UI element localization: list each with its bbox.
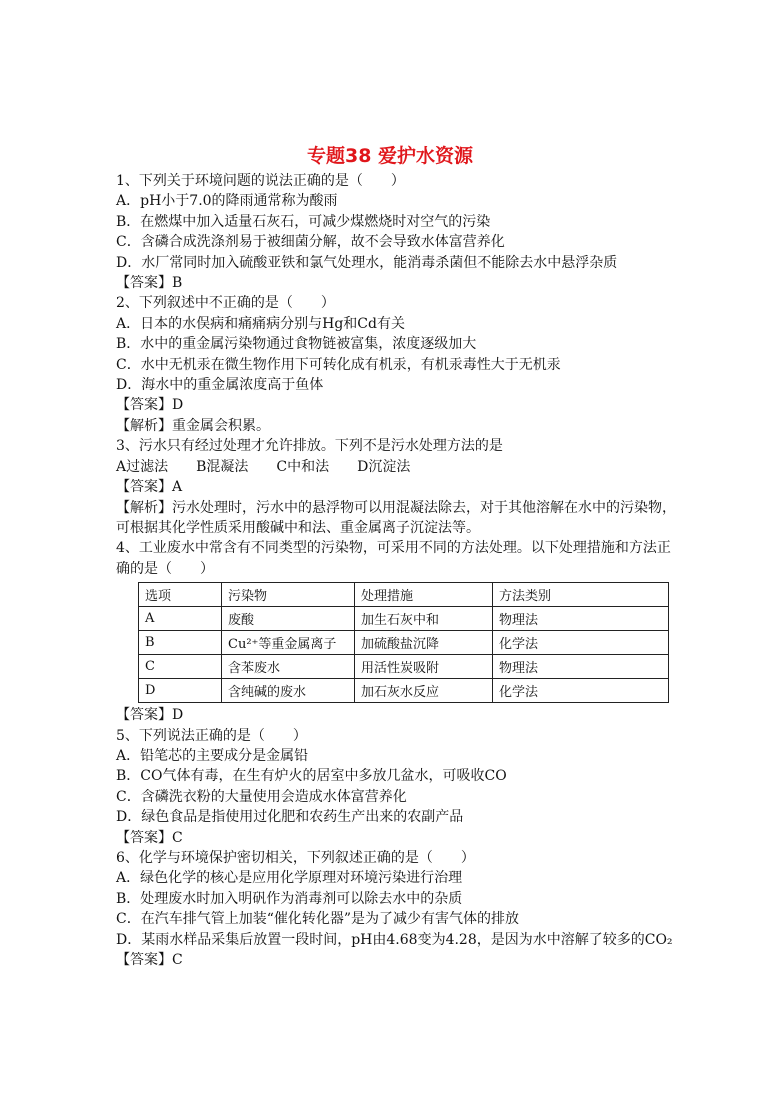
table-cell: 加硫酸盐沉降 <box>355 631 493 655</box>
question-3-options: A过滤法 B混凝法 C中和法 D沉淀法 <box>116 458 411 475</box>
question-4-table <box>138 582 669 703</box>
question-1-stem: 1、下列关于环境问题的说法正确的是（ ） <box>116 173 405 189</box>
question-1-option-a: A．pH小于7.0的降雨通常称为酸雨 <box>116 193 338 210</box>
table-header-cell: 污染物 <box>222 583 355 607</box>
question-2-option-d: D．海水中的重金属浓度高于鱼体 <box>116 377 324 394</box>
table-row <box>139 607 669 631</box>
table-cell: C <box>139 655 222 679</box>
question-6-answer: 【答案】C <box>116 952 183 968</box>
table-cell: 化学法 <box>493 631 669 655</box>
question-6-option-d: D．某雨水样品采集后放置一段时间，pH由4.68变为4.28，是因为水中溶解了较多的CO₂ <box>116 931 673 948</box>
question-5-option-b: B．CO气体有毒，在生有炉火的居室中多放几盆水，可吸收CO <box>116 768 507 785</box>
table-cell: 物理法 <box>493 655 669 679</box>
table-cell: D <box>139 679 222 703</box>
table-cell: 加石灰水反应 <box>355 679 493 703</box>
question-3-analysis: 【解析】污水处理时，污水中的悬浮物可以用混凝法除去，对于其他溶解在水中的污染物，可根据其化学性质采用酸碱中和法、重金属离子沉淀法等。 <box>116 499 676 536</box>
question-1-answer: 【答案】B <box>116 275 183 292</box>
question-5-option-c: C．含磷洗衣粉的大量使用会造成水体富营养化 <box>116 788 407 805</box>
question-4-stem: 4、工业废水中常含有不同类型的污染物，可采用不同的方法处理。以下处理措施和方法正确的是（ ） <box>116 540 671 577</box>
table-cell: 含纯碱的废水 <box>222 679 355 703</box>
table-cell: 物理法 <box>493 607 669 631</box>
question-4-answer: 【答案】D <box>116 707 184 724</box>
table-cell: 用活性炭吸附 <box>355 655 493 679</box>
table-row <box>139 679 669 703</box>
table-header-cell: 方法类别 <box>493 583 669 607</box>
question-6-option-b: B．处理废水时加入明矾作为消毒剂可以除去水中的杂质 <box>116 890 463 907</box>
page-title: 专题38 爱护水资源 <box>306 145 474 167</box>
question-2-option-a: A．日本的水俣病和痛痛病分别与Hg和Cd有关 <box>116 315 405 332</box>
question-3-stem: 3、污水只有经过处理才允许排放。下列不是污水处理方法的是 <box>116 438 503 455</box>
question-2-option-b: B．水中的重金属污染物通过食物链被富集，浓度逐级加大 <box>116 336 477 353</box>
table-cell: A <box>139 607 222 631</box>
question-2-analysis: 【解析】重金属会积累。 <box>116 417 270 434</box>
question-5-answer: 【答案】C <box>116 829 183 846</box>
table-row <box>139 655 669 679</box>
question-6 <box>116 848 676 970</box>
question-5 <box>116 726 676 848</box>
table-cell: 含苯废水 <box>222 655 355 679</box>
table-cell: Cu²⁺等重金属离子 <box>222 631 355 655</box>
question-2-option-c: C．水中无机汞在微生物作用下可转化成有机汞，有机汞毒性大于无机汞 <box>116 356 561 373</box>
question-5-option-d: D．绿色食品是指使用过化肥和农药生产出来的农副产品 <box>116 809 464 826</box>
question-1-option-c: C．含磷合成洗涤剂易于被细菌分解，故不会导致水体富营养化 <box>116 234 505 251</box>
question-6-option-c: C．在汽车排气管上加装“催化转化器”是为了减少有害气体的排放 <box>116 911 520 928</box>
question-1-option-d: D．水厂常同时加入硫酸亚铁和氯气处理水，能消毒杀菌但不能除去水中悬浮杂质 <box>116 254 618 271</box>
table-header-cell: 选项 <box>139 583 222 607</box>
question-5-option-a: A．铅笔芯的主要成分是金属铅 <box>116 747 309 764</box>
table-cell: 加生石灰中和 <box>355 607 493 631</box>
question-5-stem: 5、下列说法正确的是（ ） <box>116 727 307 744</box>
question-2-stem: 2、下列叙述中不正确的是（ ） <box>116 295 335 312</box>
table-row <box>139 631 669 655</box>
question-4 <box>116 538 676 725</box>
question-6-stem: 6、化学与环境保护密切相关，下列叙述正确的是（ ） <box>116 849 475 866</box>
table-header-row <box>139 583 669 607</box>
document-body <box>116 171 676 970</box>
table-cell: B <box>139 631 222 655</box>
question-3 <box>116 436 676 538</box>
question-1 <box>116 171 676 293</box>
question-2 <box>116 293 676 436</box>
table-cell: 废酸 <box>222 607 355 631</box>
question-1-option-b: B．在燃煤中加入适量石灰石，可减少煤燃烧时对空气的污染 <box>116 213 491 230</box>
question-6-option-a: A．绿色化学的核心是应用化学原理对环境污染进行治理 <box>116 870 463 887</box>
table-cell: 化学法 <box>493 679 669 703</box>
question-2-answer: 【答案】D <box>116 397 184 414</box>
question-3-answer: 【答案】A <box>116 479 183 496</box>
table-header-cell: 处理措施 <box>355 583 493 607</box>
